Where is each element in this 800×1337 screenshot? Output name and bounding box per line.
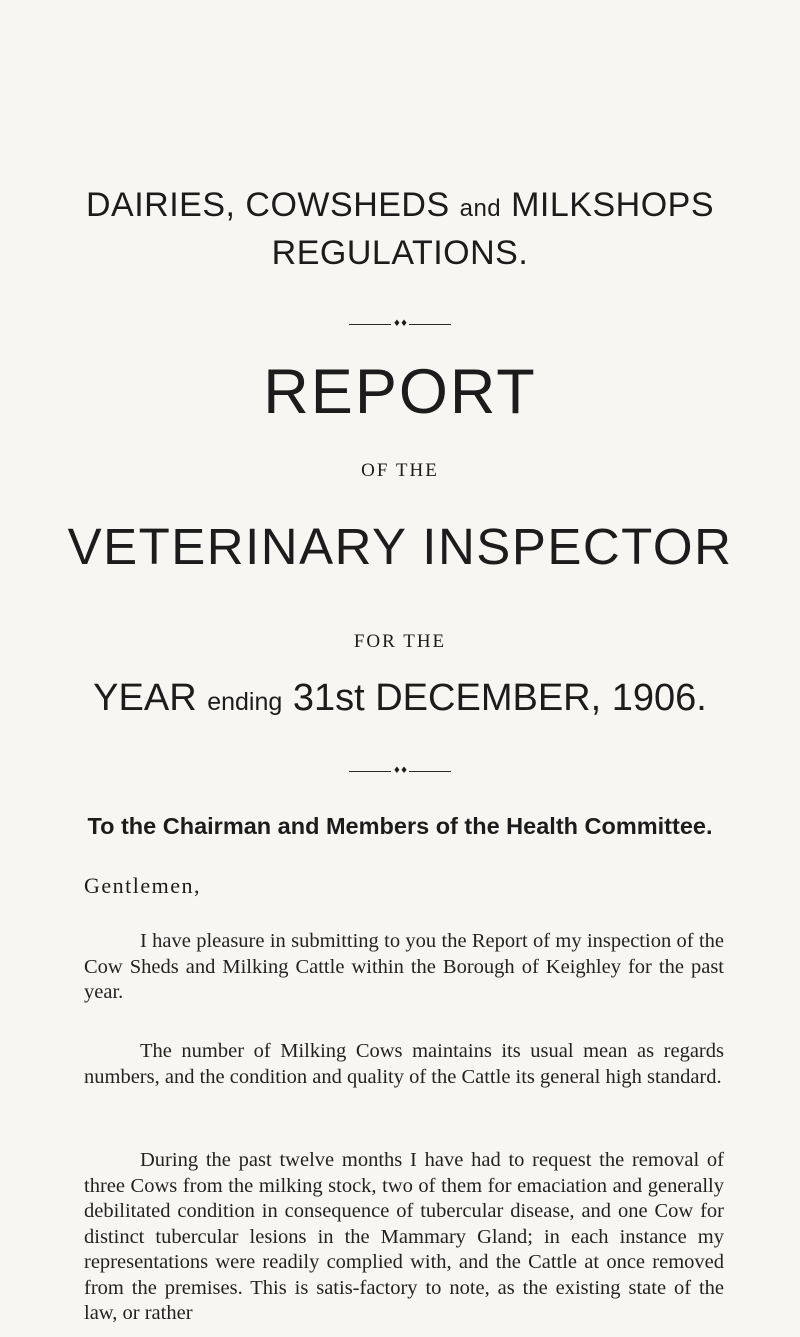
- ornamental-divider: [0, 318, 800, 330]
- year-text: YEAR: [93, 677, 208, 719]
- divider-line-right: [409, 771, 451, 772]
- diamond-ornament-icon: ♦♦: [392, 319, 408, 329]
- letter-salutation: Gentlemen,: [84, 873, 202, 898]
- paragraph-text: During the past twelve months I have had to request the removal of three Cows from the milking stock, two of them for emaciation and generally debilitated condition in consequence of tubercular disease, and one Cow for distinct tubercular lesions in the Mammary Gland; in each instance my representations were readily complied with, and the Cattle at once removed from the premises. This is satis-factory to note, as the existing state of the law, or rather: [84, 1149, 724, 1324]
- letter-addressee: To the Chairman and Members of the Health Committee.: [87, 813, 713, 839]
- title-text-and: and: [459, 195, 502, 222]
- report-heading: REPORT: [263, 357, 537, 427]
- title-text-milkshops: MILKSHOPS: [501, 186, 714, 224]
- title-text-dairies-cowsheds: DAIRIES, COWSHEDS: [86, 186, 460, 224]
- regulations-title-line-2: REGULATIONS.: [271, 234, 529, 272]
- ending-text: ending: [207, 688, 283, 716]
- year-ending-heading: [0, 677, 800, 720]
- for-the-subheading: FOR THE: [353, 631, 447, 652]
- regulations-title-line-1: [0, 186, 800, 225]
- divider-line-left: [349, 324, 391, 325]
- paragraph-text: The number of Milking Cows maintains its usual mean as regards numbers, and the condition and quality of the Cattle its general high standard.: [84, 1040, 724, 1088]
- letter-paragraph: [84, 1148, 724, 1327]
- of-the-subheading: OF THE: [361, 460, 439, 481]
- veterinary-inspector-heading: VETERINARY INSPECTOR: [67, 518, 733, 575]
- divider-line-right: [409, 324, 451, 325]
- date-text: 31st DECEMBER, 1906.: [282, 677, 707, 719]
- paragraph-text: I have pleasure in submitting to you the Report of my inspection of the Cow Sheds and Milking Cattle within the Borough of Keighley for the past year.: [84, 930, 724, 1003]
- letter-paragraph: [84, 1039, 724, 1090]
- ornamental-divider: [0, 765, 800, 777]
- divider-line-left: [349, 771, 391, 772]
- letter-paragraph: [84, 929, 724, 1006]
- diamond-ornament-icon: ♦♦: [392, 766, 408, 776]
